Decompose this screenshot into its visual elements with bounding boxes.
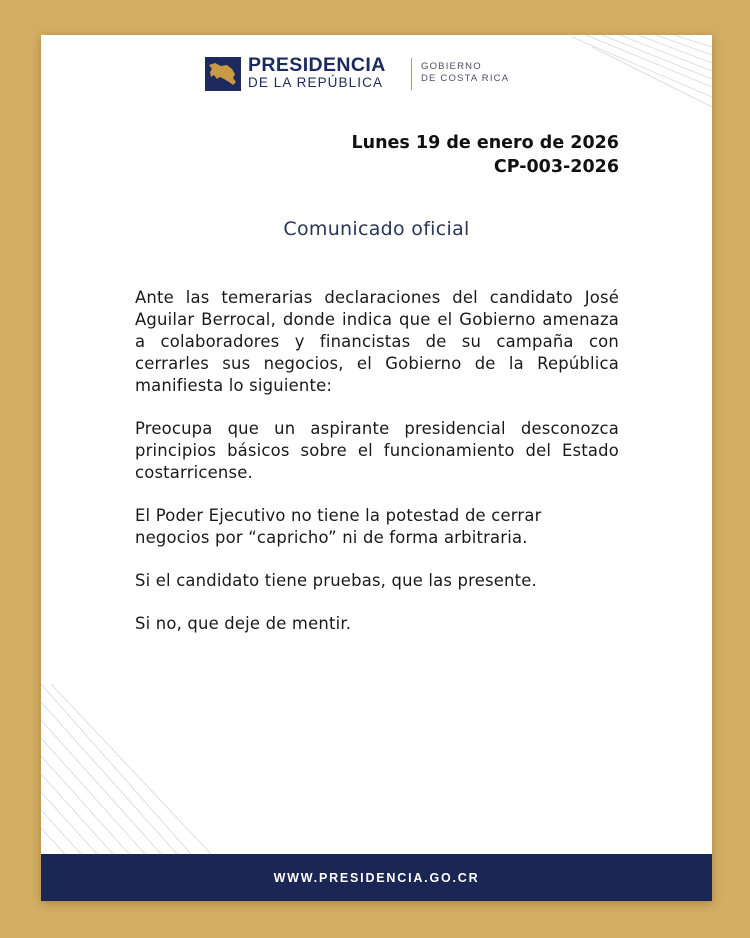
paragraph-1: Ante las temerarias declaraciones del candidato José Aguilar Berrocal, donde indica que el Gobierno amenaza a colaboradores y financistas de su campaña con cerrarles sus negocios, el Gobierno de la República manifiesta lo siguiente: — [135, 288, 619, 395]
decorative-lines-top-right — [572, 35, 712, 115]
paragraph-3: El Poder Ejecutivo no tiene la potestad de cerrar negocios por “capricho” ni de forma arbitraria. — [135, 506, 542, 547]
document-title: Comunicado oficial — [283, 218, 470, 240]
footer-website-link[interactable]: WWW.PRESIDENCIA.GO.CR — [273, 870, 480, 885]
paragraph-5: Si no, que deje de mentir. — [135, 614, 352, 633]
document-meta — [351, 131, 619, 179]
document-page — [41, 35, 712, 901]
paragraph-4: Si el candidato tiene pruebas, que las presente. — [135, 571, 537, 590]
government-line1: GOBIERNO — [421, 61, 482, 72]
costa-rica-map-icon — [205, 57, 241, 91]
brand-name-line2: DE LA REPÚBLICA — [248, 75, 384, 90]
paragraph-2: Preocupa que un aspirante presidencial desconozca principios básicos sobre el funcionamiento del Estado costarricense. — [135, 419, 619, 482]
presidencia-logo — [205, 55, 525, 95]
brand-name-line1: PRESIDENCIA — [248, 54, 386, 76]
government-line2: DE COSTA RICA — [421, 73, 510, 84]
logo-divider — [411, 58, 412, 90]
document-code: CP-003-2026 — [493, 157, 619, 177]
footer-bar — [41, 854, 712, 901]
document-date: Lunes 19 de enero de 2026 — [351, 133, 619, 153]
decorative-lines-bottom-left — [41, 684, 221, 854]
document-body — [135, 287, 619, 656]
